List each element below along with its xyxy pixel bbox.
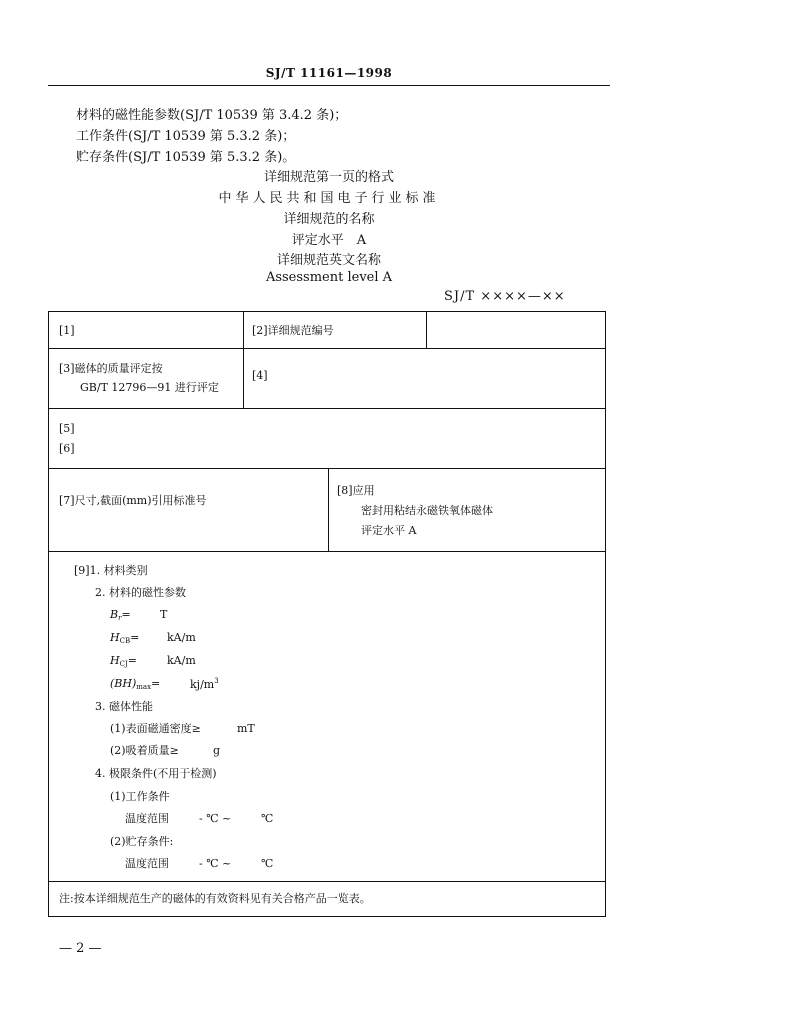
spec-name-title: 详细规范的名称	[283, 212, 375, 227]
param-hcb-unit: kA/m	[167, 631, 196, 644]
perf-surface-flux-unit: mT	[237, 722, 255, 735]
param-bhmax-subscript: max	[136, 683, 152, 691]
cell-8-line-3: 评定水平 A	[361, 524, 417, 537]
param-hcj-unit: kA/m	[167, 654, 196, 667]
s9-magnet-performance: 3. 磁体性能	[95, 700, 153, 713]
org-title: 中华人民共和国电子行业标准	[218, 191, 440, 206]
cell-8-line-1: [8]应用	[337, 484, 375, 497]
assessment-level-cn: 评定水平 A	[291, 233, 367, 248]
spec-form-table	[48, 311, 606, 917]
standard-code-header: SJ/T 11161—1998	[265, 66, 393, 80]
cell-7: [7]尺寸,截面(mm)引用标准号	[59, 494, 207, 507]
cell-4: [4]	[252, 369, 268, 382]
param-hcj-symbol: H	[110, 654, 120, 667]
page-number: — 2 —	[59, 941, 102, 956]
row-divider-2	[49, 408, 605, 409]
col-divider-1	[243, 312, 244, 408]
cell-3-line-2: GB/T 12796—91 进行评定	[80, 381, 219, 394]
cell-1: [1]	[59, 324, 75, 337]
perf-attraction-mass: (2)吸着质量≥	[110, 744, 179, 757]
param-hcj-subscript: CJ	[119, 660, 128, 668]
row-divider-3	[49, 468, 605, 469]
format-title: 详细规范第一页的格式	[263, 170, 394, 185]
param-bhmax-equals: =	[151, 677, 161, 690]
assessment-level-en: Assessment level A	[265, 270, 393, 285]
limit-working-temp-range: 温度范围	[125, 812, 169, 825]
perf-attraction-mass-unit: g	[213, 744, 221, 757]
spec-number: SJ/T ××××—××	[444, 289, 566, 304]
limit-working-temp-max-unit: ℃	[261, 812, 274, 825]
param-hcj	[110, 654, 137, 669]
s9-magnetic-params: 2. 材料的磁性参数	[95, 586, 186, 599]
row-divider-5	[49, 881, 605, 882]
row-divider-4	[49, 551, 605, 552]
limit-working-conditions: (1)工作条件	[110, 790, 170, 803]
param-br-unit: T	[160, 608, 168, 621]
row-divider-1	[49, 348, 605, 349]
param-br-subscript: r	[118, 614, 122, 622]
cell-6: [6]	[59, 442, 75, 455]
param-br	[110, 608, 131, 623]
param-bhmax-unit-sup: 3	[214, 677, 219, 685]
cell-5: [5]	[59, 422, 75, 435]
intro-line-2: 工作条件(SJ/T 10539 第 5.3.2 条)；	[76, 129, 296, 144]
param-bhmax-symbol: (BH)	[110, 677, 137, 690]
table-note: 注:按本详细规范生产的磁体的有效资料见有关合格产品一览表。	[59, 892, 371, 905]
param-hcb	[110, 631, 139, 646]
limit-storage-temp-max-unit: ℃	[261, 857, 274, 870]
cell-2-spec-number-label: [2]详细规范编号	[252, 324, 334, 337]
param-hcb-symbol: H	[110, 631, 120, 644]
header-rule	[48, 85, 610, 86]
param-br-symbol: B	[110, 608, 119, 621]
param-bhmax-unit	[190, 677, 219, 692]
intro-line-1: 材料的磁性能参数(SJ/T 10539 第 3.4.2 条)；	[76, 108, 348, 123]
cell-3-line-1: [3]磁体的质量评定按	[59, 362, 163, 375]
s9-limit-conditions: 4. 极限条件(不用于检测)	[95, 767, 217, 780]
param-br-equals: =	[121, 608, 131, 621]
spec-name-en-title: 详细规范英文名称	[276, 253, 381, 268]
col-divider-2	[426, 312, 427, 348]
cell-8-line-2: 密封用粘结永磁铁氧体磁体	[361, 504, 493, 517]
limit-storage-conditions: (2)贮存条件:	[110, 835, 174, 848]
param-bhmax	[110, 677, 160, 692]
intro-line-3: 贮存条件(SJ/T 10539 第 5.3.2 条)。	[76, 150, 296, 165]
limit-working-temp-min: - ℃ ~	[199, 812, 232, 825]
col-divider-3	[328, 468, 329, 551]
param-hcb-subscript: CB	[119, 637, 131, 645]
param-hcb-equals: =	[130, 631, 140, 644]
perf-surface-flux-density: (1)表面磁通密度≥	[110, 722, 201, 735]
limit-storage-temp-range: 温度范围	[125, 857, 169, 870]
param-hcj-equals: =	[127, 654, 137, 667]
s9-material-category: [9]1. 材料类别	[74, 564, 148, 577]
limit-storage-temp-min: - ℃ ~	[199, 857, 232, 870]
param-bhmax-unit-text: kj/m	[190, 678, 215, 691]
